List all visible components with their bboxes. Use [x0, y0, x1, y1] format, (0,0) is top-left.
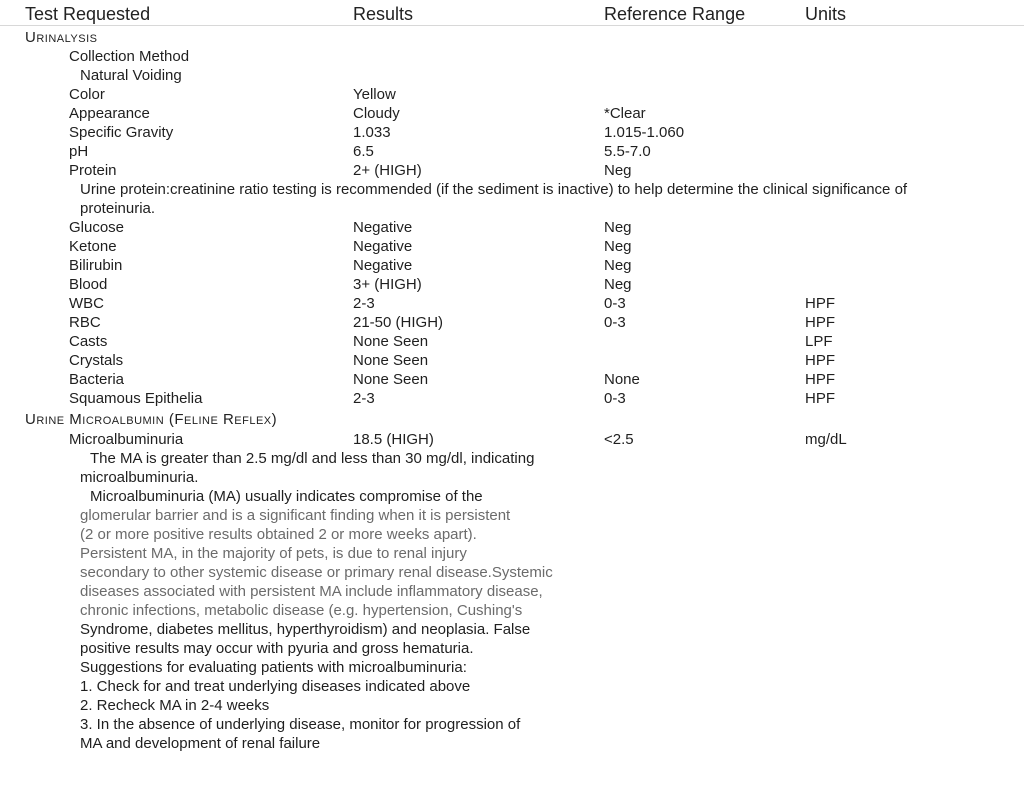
ma-note-line: 1. Check for and treat underlying diseases indicated above [80, 678, 471, 695]
test-name: Bacteria [69, 371, 125, 388]
reference-range: Neg [604, 238, 632, 255]
reference-range: 5.5-7.0 [604, 143, 651, 160]
units: mg/dL [805, 431, 847, 448]
reference-range: <2.5 [604, 431, 634, 448]
protein-note-line: Urine protein:creatinine ratio testing is recommended (if the sediment is inactive) to help determine the clinical significance of [80, 181, 908, 198]
column-header-units: Units [805, 4, 847, 24]
ma-note-line: MA and development of renal failure [80, 735, 321, 752]
test-name: Microalbuminuria [69, 431, 184, 448]
table-row [0, 218, 1024, 237]
table-row [0, 85, 1024, 104]
ma-note-line: 2. Recheck MA in 2-4 weeks [80, 697, 270, 714]
test-name: Specific Gravity [69, 124, 174, 141]
test-name: Squamous Epithelia [69, 390, 203, 407]
test-name: WBC [69, 295, 104, 312]
result-value: 2-3 [353, 295, 375, 312]
ma-note-line: 3. In the absence of underlying disease, monitor for progression of [80, 716, 521, 733]
test-name: Bilirubin [69, 257, 123, 274]
result-value: 2+ (HIGH) [353, 162, 422, 179]
collection-method-label: Collection Method [69, 48, 190, 65]
column-header-row [0, 0, 1024, 26]
table-row [0, 237, 1024, 256]
reference-range: 0-3 [604, 314, 626, 331]
column-header-range: Reference Range [604, 4, 746, 24]
test-name: pH [69, 143, 89, 160]
column-header-results: Results [353, 4, 414, 24]
result-value: None Seen [353, 371, 429, 388]
ma-note-line: chronic infections, metabolic disease (e.g. hypertension, Cushing's [80, 602, 523, 619]
result-value: None Seen [353, 352, 429, 369]
units: HPF [805, 295, 835, 312]
result-value: 1.033 [353, 124, 391, 141]
test-name: Blood [69, 276, 108, 293]
result-value: 18.5 (HIGH) [353, 431, 434, 448]
ma-note-line: (2 or more positive results obtained 2 or more weeks apart). [80, 526, 477, 543]
reference-range: 0-3 [604, 295, 626, 312]
ma-note-line: The MA is greater than 2.5 mg/dl and less than 30 mg/dl, indicating [90, 450, 535, 467]
reference-range: Neg [604, 257, 632, 274]
reference-range: 1.015-1.060 [604, 124, 685, 141]
collection-method-value: Natural Voiding [80, 67, 182, 84]
result-value: 3+ (HIGH) [353, 276, 422, 293]
result-value: Cloudy [353, 105, 400, 122]
reference-range: *Clear [604, 105, 646, 122]
ma-note-line: Suggestions for evaluating patients with microalbuminuria: [80, 659, 467, 676]
result-value: None Seen [353, 333, 429, 350]
test-name: RBC [69, 314, 101, 331]
ma-note-line: positive results may occur with pyuria and gross hematuria. [80, 640, 474, 657]
section-title-microalbumin: Urine Microalbumin (Feline Reflex) [25, 411, 278, 428]
table-row [0, 294, 1024, 313]
ma-note-line: Syndrome, diabetes mellitus, hyperthyroidism) and neoplasia. False [80, 621, 531, 638]
test-name: Crystals [69, 352, 124, 369]
units: HPF [805, 390, 835, 407]
reference-range: 0-3 [604, 390, 626, 407]
ma-note-line: Persistent MA, in the majority of pets, is due to renal injury [80, 545, 467, 562]
reference-range: None [604, 371, 640, 388]
ma-note-line: glomerular barrier and is a significant finding when it is persistent [80, 507, 511, 524]
reference-range: Neg [604, 162, 632, 179]
table-row [0, 161, 1024, 180]
result-value: 21-50 (HIGH) [353, 314, 444, 331]
section-title-urinalysis: Urinalysis [25, 29, 98, 46]
ma-note-line: Microalbuminuria (MA) usually indicates compromise of the [90, 488, 483, 505]
table-row [0, 351, 1024, 370]
result-value: Yellow [353, 86, 396, 103]
result-value: Negative [353, 238, 413, 255]
test-name: Ketone [69, 238, 117, 255]
ma-note-line: secondary to other systemic disease or primary renal disease.Systemic [80, 564, 553, 581]
test-name: Color [69, 86, 105, 103]
ma-note-line: diseases associated with persistent MA include inflammatory disease, [80, 583, 543, 600]
table-row [0, 370, 1024, 389]
protein-note-line: proteinuria. [80, 200, 156, 217]
test-name: Protein [69, 162, 117, 179]
result-value: 2-3 [353, 390, 375, 407]
result-value: Negative [353, 257, 413, 274]
units: HPF [805, 371, 835, 388]
table-row [0, 430, 1024, 449]
table-row [0, 104, 1024, 123]
table-row [0, 313, 1024, 332]
table-row [0, 142, 1024, 161]
units: LPF [805, 333, 833, 350]
reference-range: Neg [604, 219, 632, 236]
result-value: Negative [353, 219, 413, 236]
result-value: 6.5 [353, 143, 374, 160]
table-row [0, 332, 1024, 351]
table-row [0, 275, 1024, 294]
table-row [0, 123, 1024, 142]
table-row [0, 389, 1024, 408]
ma-note-line: microalbuminuria. [80, 469, 199, 486]
units: HPF [805, 314, 835, 331]
table-row [0, 256, 1024, 275]
test-name: Appearance [69, 105, 150, 122]
units: HPF [805, 352, 835, 369]
column-header-test: Test Requested [25, 4, 151, 24]
reference-range: Neg [604, 276, 632, 293]
test-name: Casts [69, 333, 108, 350]
test-name: Glucose [69, 219, 125, 236]
